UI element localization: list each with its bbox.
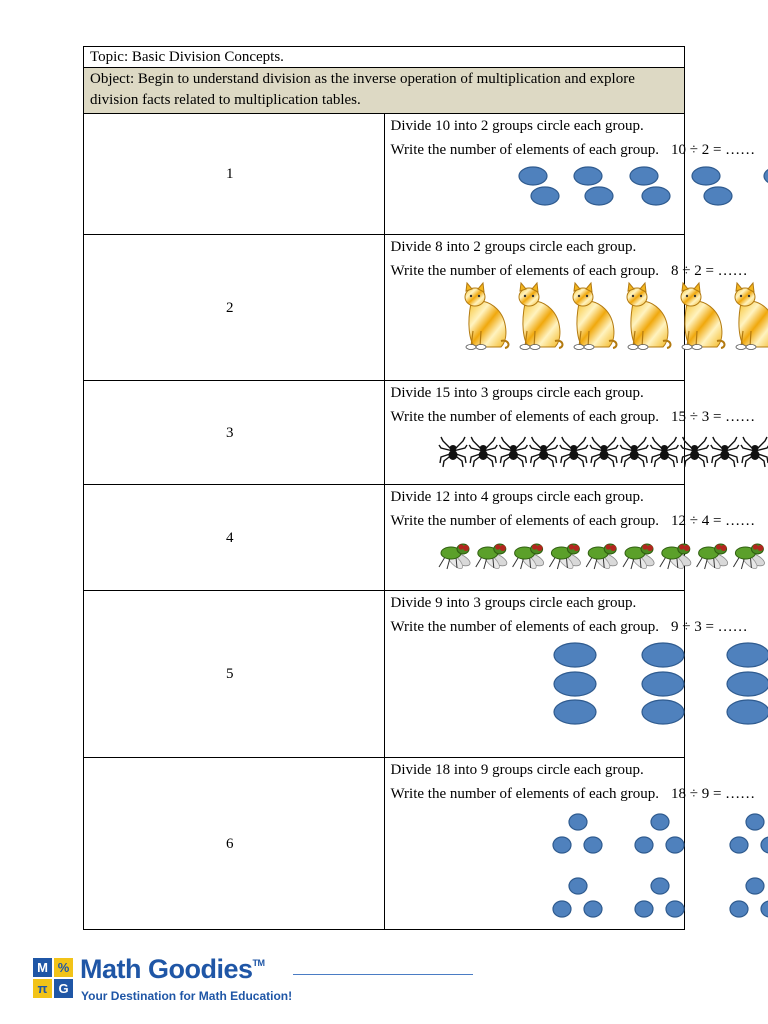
fly-item [623, 544, 656, 571]
problem-content [384, 591, 748, 758]
problem-number: 1 [84, 114, 385, 235]
oval-item [761, 837, 768, 853]
problem-write-instruction: Write the number of elements of each group. [390, 263, 659, 279]
problem-write-instruction: Write the number of elements of each group. [390, 409, 659, 425]
spider-item [741, 437, 768, 467]
oval-item [651, 878, 669, 894]
oval-item [746, 814, 764, 830]
trademark: TM [252, 958, 265, 968]
oval-item [666, 837, 684, 853]
brand-tagline: Your Destination for Math Education! [81, 989, 293, 1003]
oval-item [666, 901, 684, 917]
problem-row-1 [84, 114, 685, 235]
problem-art [391, 162, 679, 232]
oval-item [635, 901, 653, 917]
problem-row-6 [84, 758, 685, 930]
fly-item [549, 544, 582, 571]
oval-item [704, 187, 732, 205]
problem-instruction: Divide 18 into 9 groups circle each group. [390, 762, 644, 778]
problem-row-5 [84, 591, 685, 758]
logo-letter: π [33, 979, 52, 998]
spider-item [620, 437, 648, 467]
problem-write-instruction: Write the number of elements of each group. [390, 619, 659, 635]
cat-item [519, 283, 562, 350]
topic-text: Topic: Basic Division Concepts. [90, 49, 284, 65]
logo-letter: G [54, 979, 73, 998]
problem-instruction: Divide 8 into 2 groups circle each group. [390, 239, 637, 255]
problem-number: 3 [84, 381, 385, 485]
problem-content [384, 381, 756, 485]
oval-item [727, 700, 768, 724]
cat-illustration [391, 283, 768, 379]
footer-rule [293, 974, 473, 975]
fly-item [733, 544, 766, 571]
problem-art [391, 533, 679, 589]
dot-triangle-illustration [391, 806, 768, 928]
oval-item [584, 901, 602, 917]
cat-item [735, 283, 768, 350]
problem-number: 6 [84, 758, 385, 930]
oval-item [569, 878, 587, 894]
oval-item [553, 901, 571, 917]
cat-item [627, 283, 670, 350]
cat-item [681, 283, 724, 350]
object-row [84, 68, 685, 114]
spider-illustration [391, 429, 768, 483]
oval-item [642, 643, 684, 667]
footer [33, 954, 493, 1008]
problem-row-2 [84, 235, 685, 381]
oval-group-illustration [391, 639, 768, 756]
problem-art [391, 639, 679, 756]
fly-item [439, 544, 472, 571]
oval-item [585, 187, 613, 205]
problem-instruction: Divide 9 into 3 groups circle each group. [390, 595, 637, 611]
oval-item [630, 167, 658, 185]
oval-item [553, 837, 571, 853]
oval-item [727, 672, 768, 696]
spider-item [529, 437, 557, 467]
logo-letter: % [54, 958, 73, 977]
problem-content [384, 758, 756, 930]
oval-item [764, 167, 768, 185]
spider-item [499, 437, 527, 467]
oval-item [642, 672, 684, 696]
problem-content [384, 485, 756, 591]
oval-item [574, 167, 602, 185]
oval-item [727, 643, 768, 667]
problem-number: 5 [84, 591, 385, 758]
problem-write-instruction: Write the number of elements of each group. [390, 786, 659, 802]
oval-item [635, 837, 653, 853]
fly-illustration [391, 533, 768, 589]
problem-write-instruction: Write the number of elements of each group. [390, 513, 659, 529]
oval-item [584, 837, 602, 853]
problem-number: 4 [84, 485, 385, 591]
problem-instruction: Divide 12 into 4 groups circle each group. [390, 489, 644, 505]
problem-art [391, 283, 679, 379]
problem-write-instruction: Write the number of elements of each group. [390, 142, 659, 158]
oval-item [692, 167, 720, 185]
oval-item [730, 901, 748, 917]
oval-item [554, 672, 596, 696]
oval-item [519, 167, 547, 185]
fly-item [512, 544, 545, 571]
division-equation: 10 ÷ 2 = …… [670, 142, 756, 158]
problem-row-4 [84, 485, 685, 591]
cat-item [573, 283, 616, 350]
problem-instruction: Divide 15 into 3 groups circle each group. [390, 385, 644, 401]
oval-item [746, 878, 764, 894]
problem-content [384, 235, 748, 381]
division-equation: 8 ÷ 2 = …… [670, 263, 748, 279]
topic-row [84, 47, 685, 68]
brand-text: Math Goodies [80, 954, 253, 984]
problem-instruction: Divide 10 into 2 groups circle each group. [390, 118, 644, 134]
logo-letter: M [33, 958, 52, 977]
oval-item [569, 814, 587, 830]
division-equation: 12 ÷ 4 = …… [670, 513, 756, 529]
fly-item [475, 544, 508, 571]
fly-item [696, 544, 729, 571]
cat-item [465, 283, 508, 350]
oval-item [554, 700, 596, 724]
oval-group-illustration [391, 162, 768, 232]
division-equation: 18 ÷ 9 = …… [670, 786, 756, 802]
math-goodies-logo[interactable] [33, 958, 73, 998]
oval-item [642, 187, 670, 205]
spider-item [710, 437, 738, 467]
spider-item [469, 437, 497, 467]
division-equation: 9 ÷ 3 = …… [670, 619, 748, 635]
fly-item [659, 544, 692, 571]
spider-item [439, 437, 467, 467]
spider-item [650, 437, 678, 467]
spider-item [680, 437, 708, 467]
brand-name[interactable] [80, 954, 265, 985]
problem-content [384, 114, 756, 235]
spider-item [590, 437, 618, 467]
object-text: Object: Begin to understand division as the inverse operation of multiplication and explore division facts related to multiplication tables. [90, 71, 635, 108]
worksheet-table [83, 46, 756, 930]
fly-item [586, 544, 619, 571]
oval-item [642, 700, 684, 724]
problem-art [391, 806, 679, 928]
oval-item [730, 837, 748, 853]
problem-number: 2 [84, 235, 385, 381]
spider-item [559, 437, 587, 467]
oval-item [651, 814, 669, 830]
problem-art [391, 429, 679, 483]
division-equation: 15 ÷ 3 = …… [670, 409, 756, 425]
oval-item [554, 643, 596, 667]
oval-item [531, 187, 559, 205]
oval-item [761, 901, 768, 917]
problem-row-3 [84, 381, 685, 485]
